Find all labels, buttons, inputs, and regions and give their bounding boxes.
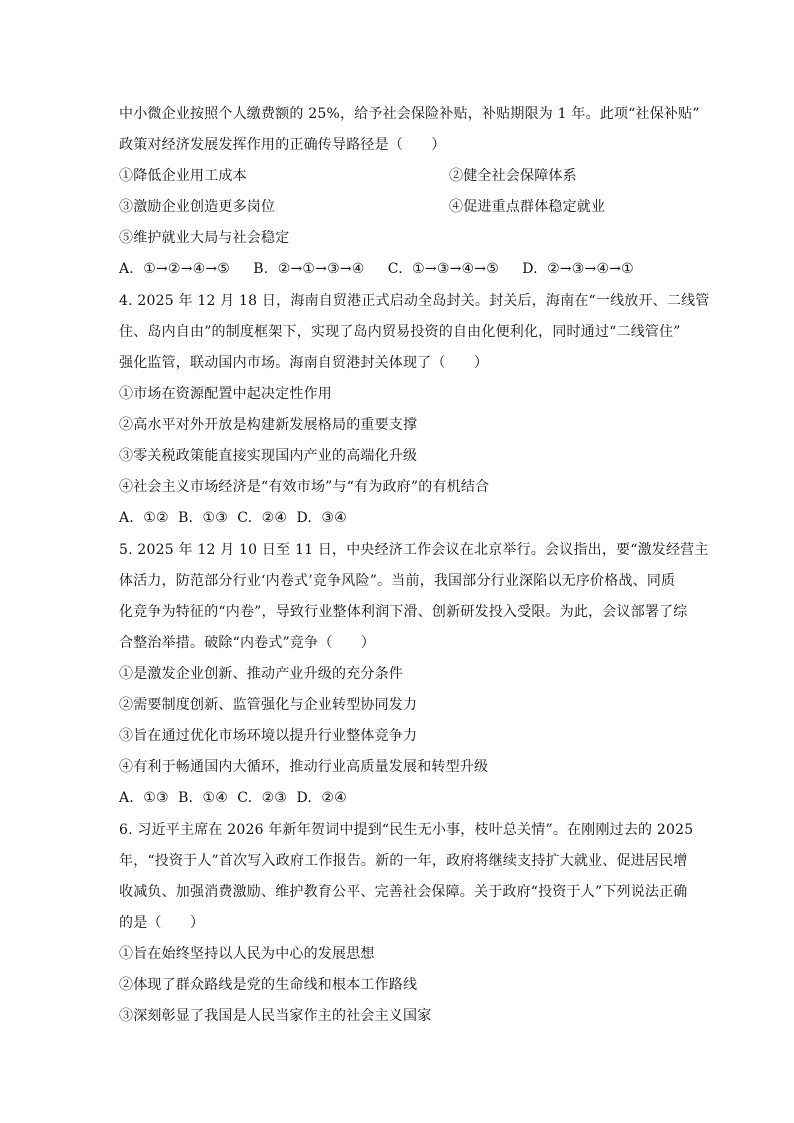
q6-stem-line-1: 6. 习近平主席在 2026 年新年贺词中提到“民生无小事，枝叶总关情”。在刚刚过去的 2025 (119, 822, 694, 838)
q5-choices: A. ①③ B. ①④ C. ②③ D. ②④ (119, 790, 347, 806)
q3-stem-line-1: 中小微企业按照个人缴费额的 25%，给予社会保险补贴，补贴期限为 1 年。此项“社保补贴” (119, 106, 700, 122)
q4-stem-line-2: 住、岛内自由”的制度框架下，实现了岛内贸易投资的自由化便利化，同时通过“二线管住” (119, 324, 681, 340)
q3-item-4: ④促进重点群体稳定就业 (449, 199, 606, 215)
q4-item-2: ②高水平对外开放是构建新发展格局的重要支撑 (119, 417, 418, 433)
q4-stem-line-3: 强化监管，联动国内市场。海南自贸港封关体现了（ ） (119, 355, 489, 371)
q5-item-4: ④有利于畅通国内大循环，推动行业高质量发展和转型升级 (119, 759, 489, 775)
q4-stem-line-1: 4. 2025 年 12 月 18 日，海南自贸港正式启动全岛封关。封关后，海南在“一线放开、二线管 (119, 293, 710, 309)
q3-choices: A. ①→②→④→⑤ B. ②→①→③→④ C. ①→③→④→⑤ D. ②→③→④→① (119, 261, 634, 277)
q5-item-2: ②需要制度创新、监管强化与企业转型协同发力 (119, 697, 418, 713)
q6-item-2: ②体现了群众路线是党的生命线和根本工作路线 (119, 977, 418, 993)
q3-item-1: ①降低企业用工成本 (119, 168, 247, 184)
q3-item-5: ⑤维护就业大局与社会稳定 (119, 230, 290, 246)
q6-item-1: ①旨在始终坚持以人民为中心的发展思想 (119, 946, 375, 962)
q3-stem-line-2: 政策对经济发展发挥作用的正确传导路径是（ ） (119, 137, 446, 153)
q4-item-3: ③零关税政策能直接实现国内产业的高端化升级 (119, 448, 418, 464)
q5-stem-line-2: 体活力，防范部分行业‘内卷式’竞争风险”。当前，我国部分行业深陷以无序价格战、同质 (119, 573, 676, 589)
q3-item-3: ③激励企业创造更多岗位 (119, 199, 276, 215)
q5-stem-line-4: 合整治举措。破除“内卷式”竞争（ ） (119, 635, 376, 651)
q6-item-3: ③深刻彰显了我国是人民当家作主的社会主义国家 (119, 1008, 432, 1024)
q4-item-4: ④社会主义市场经济是“有效市场”与“有为政府”的有机结合 (119, 479, 490, 495)
q5-item-1: ①是激发企业创新、推动产业升级的充分条件 (119, 666, 403, 682)
q3-option-row (119, 198, 606, 216)
q6-stem-line-2: 年，“投资于人”首次写入政府工作报告。新的一年，政府将继续支持扩大就业、促进居民增 (119, 853, 688, 869)
q4-choices: A. ①② B. ①③ C. ②④ D. ③④ (119, 510, 347, 526)
q3-option-row (119, 167, 577, 185)
q5-stem-line-3: 化竞争为特征的“内卷”，导致行业整体利润下滑、创新研发投入受限。为此，会议部署了综 (119, 604, 688, 620)
q6-stem-line-4: 的是（ ） (119, 915, 205, 931)
q6-stem-line-3: 收减负、加强消费激励、维护教育公平、完善社会保障。关于政府“投资于人”下列说法正确 (119, 884, 688, 900)
q4-item-1: ①市场在资源配置中起决定性作用 (119, 386, 332, 402)
q5-stem-line-1: 5. 2025 年 12 月 10 日至 11 日，中央经济工作会议在北京举行。会议指出，要“激发经营主 (119, 542, 709, 558)
q3-item-2: ②健全社会保障体系 (449, 168, 577, 184)
q5-item-3: ③旨在通过优化市场环境以提升行业整体竞争力 (119, 728, 418, 744)
